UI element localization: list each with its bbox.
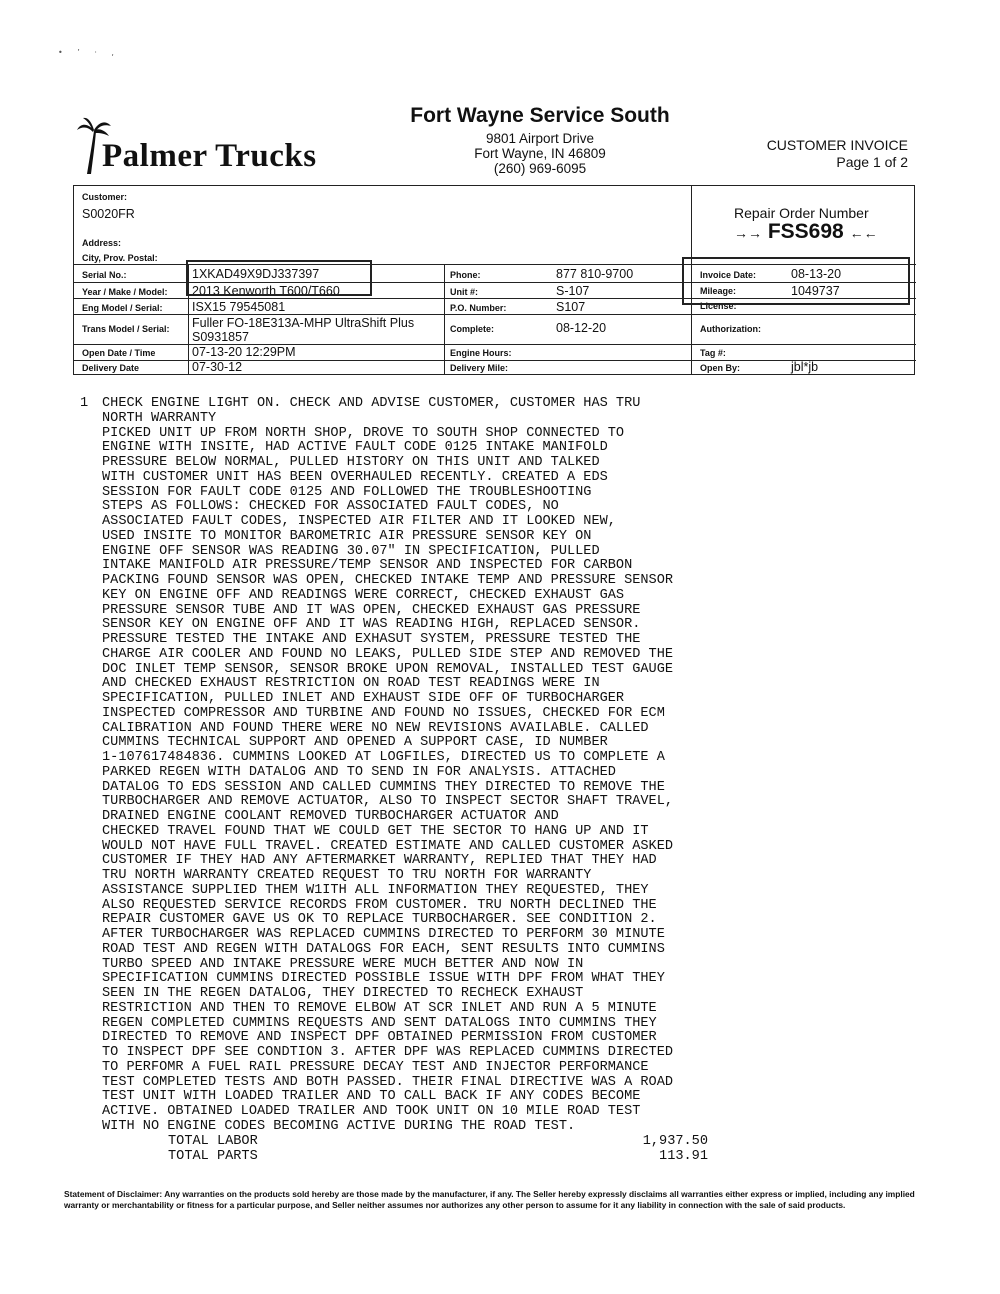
mileage-value: 1049737 (791, 284, 840, 298)
serial-label: Serial No.: (82, 270, 127, 280)
work-line: SPECIFICATION CUMMINS DIRECTED POSSIBLE ISSUE WITH DPF FROM WHAT THEY (102, 971, 665, 987)
work-line: SENSOR KEY ON ENGINE OFF AND IT WAS READING HIGH, REPLACED SENSOR. (102, 617, 641, 633)
work-line: TURBO SPEED AND INTAKE PRESSURE WERE MUCH BETTER AND NOW IN (102, 956, 584, 972)
work-line: USED INSITE TO MONITOR BAROMETRIC AIR PRESSURE SENSOR KEY ON (102, 528, 592, 544)
work-line: CHECK ENGINE LIGHT ON. CHECK AND ADVISE CUSTOMER, CUSTOMER HAS TRU (102, 396, 641, 411)
work-line: CHARGE AIR COOLER AND FOUND NO LEAKS, PULLED SIDE STEP AND REMOVED THE (102, 646, 674, 662)
work-line: SESSION FOR FAULT CODE 0125 AND FOLLOWED THE TROUBLESHOOTING (102, 484, 592, 500)
customer-value: S0020FR (82, 207, 135, 221)
item-number: 1 (80, 396, 89, 411)
work-line: CUSTOMER IF THEY HAD ANY AFTERMARKET WARRANTY, REPLIED THAT THEY HAD (102, 853, 657, 869)
work-line: ACTIVE. OBTAINED LOADED TRAILER AND TOOK UNIT ON 10 MILE ROAD TEST (102, 1104, 641, 1119)
work-line: CUMMINS TECHNICAL SUPPORT AND OPENED A SUPPORT CASE, ID NUMBER (102, 735, 608, 751)
work-line: PICKED UNIT UP FROM NORTH SHOP, DROVE TO SOUTH SHOP CONNECTED TO (102, 425, 625, 441)
work-line: INTAKE MANIFOLD AIR PRESSURE/TEMP SENSOR AND INSPECTED FOR CARBON (102, 558, 633, 574)
total-labor-label: TOTAL LABOR (168, 1134, 258, 1149)
work-line: WOULD NOT HAVE FULL TRAVEL. CREATED ESTIMATE AND CALLED CUSTOMER ASKED (102, 838, 674, 854)
col-line-2 (444, 264, 445, 375)
work-line: REPAIR CUSTOMER GAVE US OK TO REPLACE TURBOCHARGER. SEE CONDITION 2. (102, 912, 657, 928)
total-labor-value: 1,937.50 (642, 1134, 708, 1149)
total-parts-label: TOTAL PARTS (168, 1149, 258, 1164)
logo-text: Palmer Trucks (102, 138, 317, 174)
address-line1: 9801 Airport Drive (485, 131, 595, 146)
arrow-left-icon: →→ (734, 225, 762, 241)
trans-model-label: Trans Model / Serial: (82, 324, 170, 334)
work-line: PARKED REGEN WITH DATALOG AND TO SEND IN FOR ANALYSIS. ATTACHED (102, 764, 616, 780)
work-line: SEEN IN THE REGEN DATALOG, THEY DIRECTED TO RECHECK EXHAUST (102, 986, 584, 1001)
tag-label: Tag #: (700, 348, 726, 358)
open-date-label: Open Date / Time (82, 348, 156, 358)
work-line: ROAD TEST AND REGEN WITH DATALOGS FOR EACH, SENT RESULTS INTO CUMMINS (102, 941, 665, 957)
work-line: PACKING FOUND SENSOR WAS OPEN, CHECKED INTAKE TEMP AND PRESSURE SENSOR (102, 573, 674, 588)
work-line: SPECIFICATION, PULLED INLET AND EXHAUST SIDE OFF OF TURBOCHARGER (102, 691, 625, 706)
complete-label: Complete: (450, 324, 495, 334)
engine-hours-label: Engine Hours: (450, 348, 512, 358)
open-date-value: 07-13-20 12:29PM (192, 345, 296, 359)
work-line: KEY ON ENGINE OFF AND READINGS WERE CORRECT, CHECKED EXHAUST GAS (102, 587, 625, 603)
work-line: ASSISTANCE SUPPLIED THEM W1ITH ALL INFORMATION THEY REQUESTED, THEY (102, 882, 649, 898)
open-by-value: jbl*jb (791, 360, 819, 374)
trans-model-value1: Fuller FO-18E313A-MHP UltraShift Plus (192, 316, 415, 330)
work-line: 1-107617484836. CUMMINS LOOKED AT LOGFILES, DIRECTED US TO COMPLETE A (102, 750, 665, 765)
shop-address (430, 131, 650, 176)
total-parts-value: 113.91 (659, 1149, 708, 1164)
invoice-date-label: Invoice Date: (700, 270, 757, 280)
repair-order-number-block (734, 220, 878, 244)
work-line: DATALOG TO EDS SESSION AND CALLED CUMMINS THEY DIRECTED TO REMOVE THE (102, 779, 665, 795)
page-indicator: Page 1 of 2 (836, 154, 908, 170)
scan-specks-icon: • ’ · , (58, 48, 120, 57)
work-line: TURBOCHARGER AND REMOVE ACTUATOR, ALSO TO INSPECT SECTOR SHAFT TRAVEL, (102, 794, 674, 810)
year-make-model-value: 2013 Kenworth T600/T660 (192, 284, 340, 298)
work-line: ENGINE WITH INSITE, HAD ACTIVE FAULT CODE 0125 INTAKE MANIFOLD (102, 440, 608, 456)
work-line: DRAINED ENGINE COOLANT REMOVED TURBOCHARGER ACTUATOR AND (102, 809, 559, 824)
complete-value: 08-12-20 (556, 321, 607, 335)
invoice-date-value: 08-13-20 (791, 267, 842, 281)
unit-value: S-107 (556, 284, 590, 298)
trans-model-value2: S0931857 (192, 330, 250, 344)
address-line2: Fort Wayne, IN 46809 (474, 146, 606, 161)
work-line: ENGINE OFF SENSOR WAS READING 30.07" IN SPECIFICATION, PULLED (102, 543, 600, 559)
shop-name: Fort Wayne Service South (410, 104, 670, 127)
ro-divider (691, 186, 692, 264)
work-description (80, 396, 750, 1134)
eng-model-label: Eng Model / Serial: (82, 303, 163, 313)
eng-model-value: ISX15 79545081 (192, 300, 286, 314)
invoice-header-table (73, 185, 915, 375)
city-label: City, Prov. Postal: (82, 253, 158, 263)
row-line-4 (74, 314, 916, 315)
arrow-right-icon: ←← (849, 225, 878, 241)
work-line: AFTER TURBOCHARGER WAS REPLACED CUMMINS DIRECTED TO PERFORM 30 MINUTE (102, 927, 665, 942)
work-line: CALIBRATION AND FOUND THERE WERE NO NEW REVISIONS AVAILABLE. CALLED (102, 720, 649, 736)
invoice-title: CUSTOMER INVOICE (766, 137, 908, 153)
invoice-mileage-highlight (682, 257, 910, 305)
work-line: DIRECTED TO REMOVE AND INSPECT DPF OBTAINED PERMISSION FROM CUSTOMER (102, 1030, 657, 1046)
work-line: PRESSURE TESTED THE INTAKE AND EXHASUT SYSTEM, PRESSURE TESTED THE (102, 632, 641, 647)
work-line: CHECKED TRAVEL FOUND THAT WE COULD GET THE SECTOR TO HANG UP AND IT (102, 823, 649, 839)
authorization-label: Authorization: (700, 324, 761, 334)
open-by-label: Open By: (700, 363, 741, 373)
work-line: PRESSURE BELOW NORMAL, PULLED HISTORY ON THIS UNIT AND TALKED (102, 455, 600, 470)
work-line: WITH CUSTOMER UNIT HAS BEEN OVERHAULED RECENTLY. CREATED A EDS (102, 469, 608, 485)
work-line: ASSOCIATED FAULT CODES, INSPECTED AIR FILTER AND IT LOOKED NEW, (102, 514, 616, 529)
work-line: REGEN COMPLETED CUMMINS REQUESTS AND SENT DATALOGS INTO CUMMINS THEY (102, 1015, 657, 1031)
delivery-date-value: 07-30-12 (192, 360, 243, 374)
delivery-mile-label: Delivery Mile: (450, 363, 509, 373)
year-make-model-label: Year / Make / Model: (82, 287, 168, 297)
work-line: RESTRICTION AND THEN TO REMOVE ELBOW AT SCR INLET AND RUN A 5 MINUTE (102, 1000, 657, 1016)
work-line: ALSO REQUESTED SERVICE RECORDS FROM CUSTOMER. TRU NORTH DECLINED THE (102, 897, 657, 913)
work-line: STEPS AS FOLLOWS: CHECKED FOR ASSOCIATED FAULT CODES, NO (102, 499, 559, 515)
serial-model-highlight (186, 260, 372, 296)
work-line: WITH NO ENGINE CODES BECOMING ACTIVE DURING THE ROAD TEST. (102, 1118, 576, 1134)
work-line: TO PERFOMR A FUEL RAIL PRESSURE DECAY TEST AND INJECTOR PERFORMANCE (102, 1059, 649, 1075)
work-line: TRU NORTH WARRANTY CREATED REQUEST TO TRU NORTH FOR WARRANTY (102, 868, 592, 883)
license-label: License: (700, 301, 737, 311)
disclaimer: Statement of Disclaimer: Any warranties on the products sold hereby are those made by the manufacturer, if any. The Seller hereby expressly disclaims all warranties either express or implied, including any implied warranty or merchantability or fitness for a particular purpose, and Seller neither assumes nor authorizes any other person to assume for it any liability in connection with the sale of said products. (64, 1189, 915, 1210)
phone-value: 877 810-9700 (556, 267, 634, 281)
work-line: TEST COMPLETED TESTS AND BOTH PASSED. THEIR FINAL DIRECTIVE WAS A ROAD (102, 1074, 674, 1090)
customer-label: Customer: (82, 192, 128, 202)
shop-phone: (260) 969-6095 (493, 161, 587, 176)
repair-order-number: FSS698 (767, 220, 844, 243)
palmer-trucks-logo (76, 116, 366, 180)
work-line: AND CHECKED EXHAUST RESTRICTION ON ROAD TEST READINGS WERE IN (102, 676, 600, 692)
address-label: Address: (82, 238, 122, 248)
work-line: PRESSURE SENSOR TUBE AND IT WAS OPEN, CHECKED EXHAUST GAS PRESSURE (102, 602, 641, 618)
repair-order-label: Repair Order Number (734, 205, 869, 221)
delivery-date-label: Delivery Date (82, 363, 140, 373)
po-value: S107 (556, 300, 586, 314)
work-line: DOC INLET TEMP SENSOR, SENSOR BROKE UPON REMOVAL, INSTALLED TEST GAUGE (102, 661, 674, 677)
phone-label: Phone: (450, 270, 481, 280)
work-line: TEST UNIT WITH LOADED TRAILER AND TO CALL BACK IF ANY CODES BECOME (102, 1089, 641, 1105)
work-line: TO INSPECT DPF SEE CONDTION 3. AFTER DPF WAS REPLACED CUMMINS DIRECTED (102, 1045, 674, 1060)
unit-label: Unit #: (450, 287, 478, 297)
mileage-label: Mileage: (700, 286, 737, 296)
invoice-title-block (720, 137, 908, 171)
work-line: NORTH WARRANTY (102, 410, 217, 426)
serial-value: 1XKAD49X9DJ337397 (192, 267, 320, 281)
work-line: INSPECTED COMPRESSOR AND TURBINE AND FOUND NO ISSUES, CHECKED FOR ECM (102, 705, 665, 721)
work-lines (102, 397, 673, 1135)
po-label: P.O. Number: (450, 303, 507, 313)
